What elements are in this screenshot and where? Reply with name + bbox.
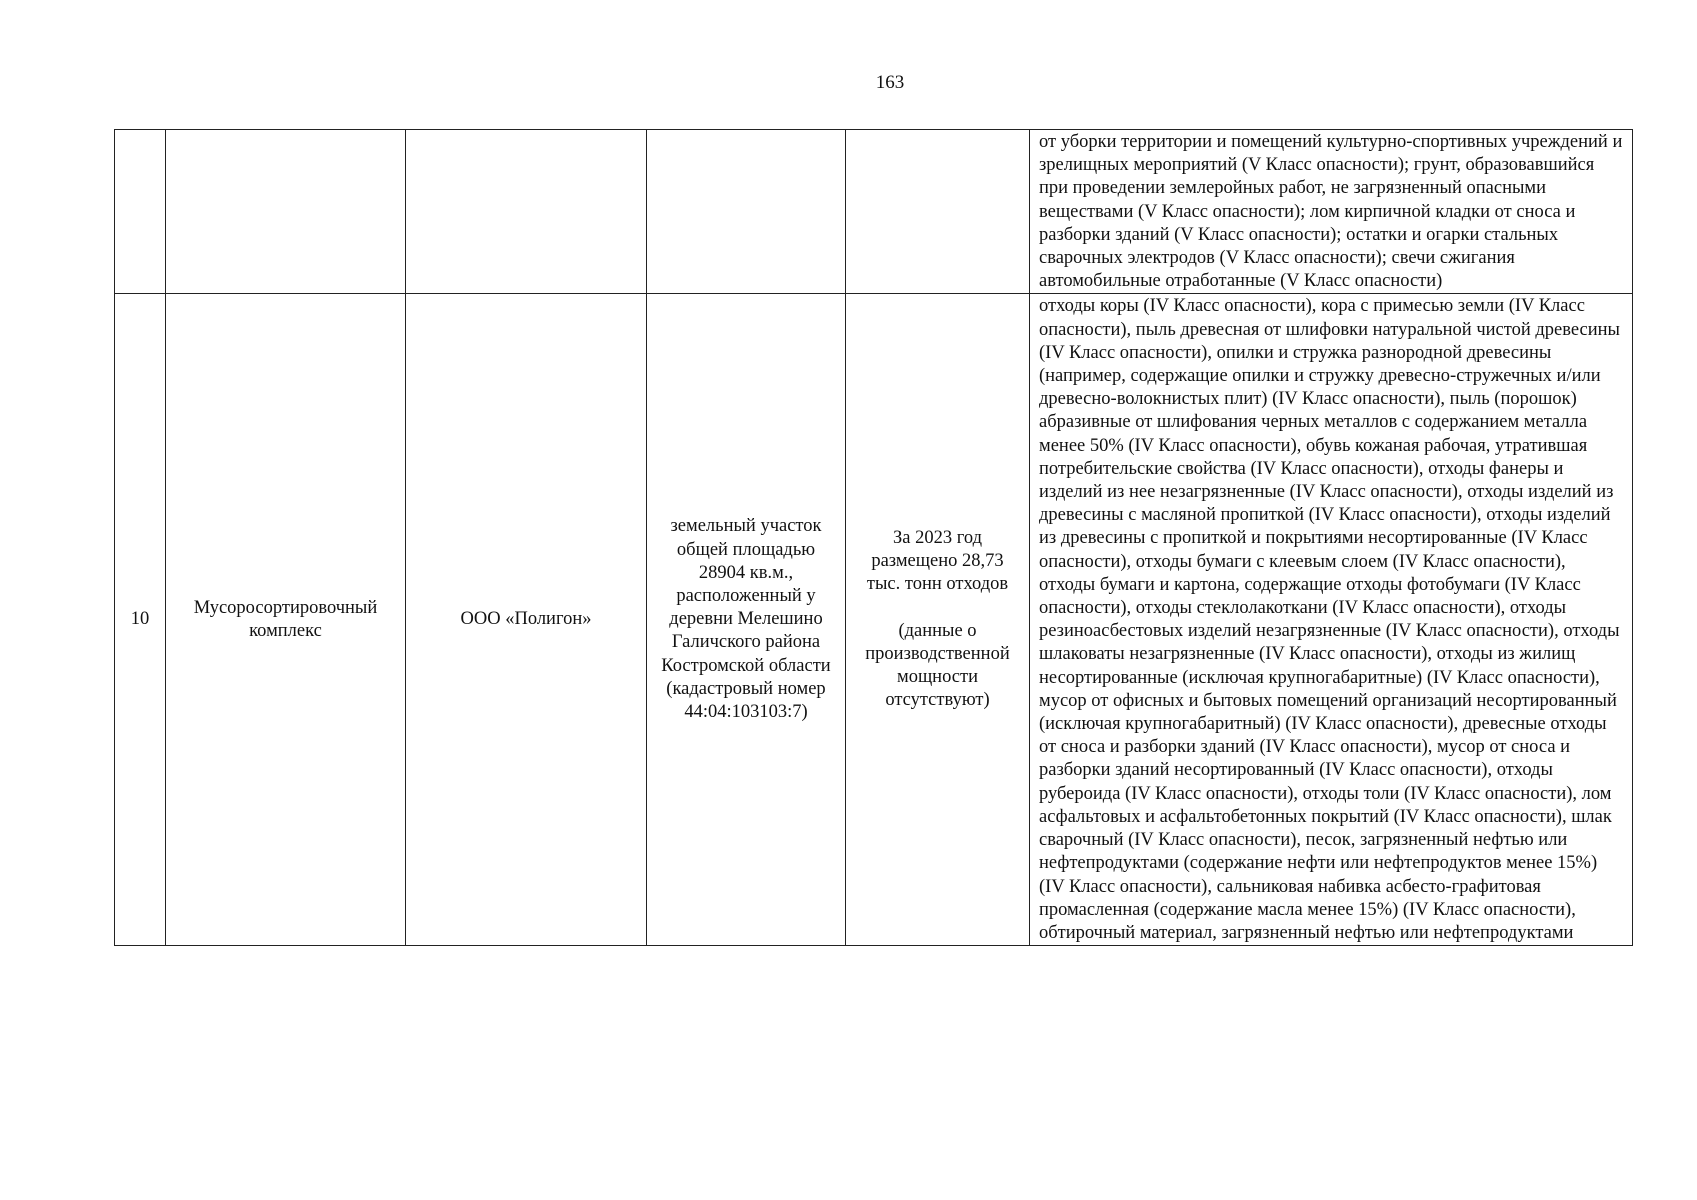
waste-types-text: от уборки территории и помещений культурно-спортивных учреждений и зрелищных мероприятий (V Класс опасности); грунт, образовавшийся при проведении землеройных работ, не загрязненный опасными веществами (V Класс опасности); лом кирпичной кладки от сноса и разборки зданий (V Класс опасности); остатки и огарки стальных сварочных электродов (V Класс опасности); свечи сжигания автомобильные отработанные (V Класс опасности) <box>1039 132 1623 292</box>
page-number: 163 <box>875 72 905 93</box>
waste-types-text: отходы коры (IV Класс опасности), кора с примесью земли (IV Класс опасности), пыль древесная от шлифовки натуральной чистой древесины (IV Класс опасности), опилки и стружка разнородной древесины (например, содержащие опилки и стружку древесно-стружечных и/или древесно-волокнистых плит) (IV Класс опасности), пыль (порошок) абразивные от шлифования черных металлов с содержанием металла менее 50% (IV Класс опасности), обувь кожаная рабочая, утратившая потребительские свойства (IV Класс опасности), отходы фанеры и изделий из нее незагрязненные (IV Класс опасности), отходы изделий из древесины с масляной пропиткой (IV Класс опасности), отходы изделий из древесины с пропиткой и покрытиями несортированные (IV Класс опасности), отходы бумаги с клеевым слоем (IV Класс опасности), отходы бумаги и картона, содержащие отходы фотобумаги (IV Класс опасности), отходы стеклолакоткани (IV Класс опасности), отходы резиноасбестовых изделий незагрязненные (IV Класс опасности), отходы шлаковаты незагрязненные (IV Класс опасности), отходы из жилищ несортированные (исключая крупногабаритные) (IV Класс опасности), мусор от офисных и бытовых помещений организаций несортированный (исключая крупногабаритный) (IV Класс опасности), древесные отходы от сноса и разборки зданий (IV Класс опасности), мусор от сноса и разборки зданий несортированный (IV Класс опасности), отходы рубероида (IV Класс опасности), отходы толи (IV Класс опасности), лом асфальтовых и асфальтобетонных покрытий (IV Класс опасности), шлак сварочный (IV Класс опасности), песок, загрязненный нефтью или нефтепродуктами (содержание нефти или нефтепродуктов менее 15%) (IV Класс опасности), сальниковая набивка асбесто-графитовая промасленная (содержание масла менее 15%) (IV Класс опасности), обтирочный материал, загрязненный нефтью или нефтепродуктами <box>1039 296 1620 943</box>
table-row <box>115 294 1633 946</box>
waste-facilities-table <box>114 129 1633 946</box>
waste-types-cell <box>1030 130 1633 294</box>
table-row <box>115 130 1633 294</box>
location-cell <box>647 130 846 294</box>
row-number-cell <box>115 130 166 294</box>
waste-types-cell <box>1030 294 1633 946</box>
capacity-note: (данные о производственной мощности отсутствуют) <box>865 620 1010 711</box>
object-name-cell: Мусоросортировочный комплекс <box>166 294 406 946</box>
operator-cell: ООО «Полигон» <box>406 294 647 946</box>
capacity-text: За 2023 год размещено 28,73 тыс. тонн отходов <box>866 528 1009 595</box>
operator-cell <box>406 130 647 294</box>
location-cell: земельный участок общей площадью 28904 кв.м., расположенный у деревни Мелешино Галичского района Костромской области (кадастровый номер 44:04:103103:7) <box>647 294 846 946</box>
object-name-cell <box>166 130 406 294</box>
capacity-cell <box>846 294 1030 946</box>
row-number-cell: 10 <box>115 294 166 946</box>
capacity-cell <box>846 130 1030 294</box>
